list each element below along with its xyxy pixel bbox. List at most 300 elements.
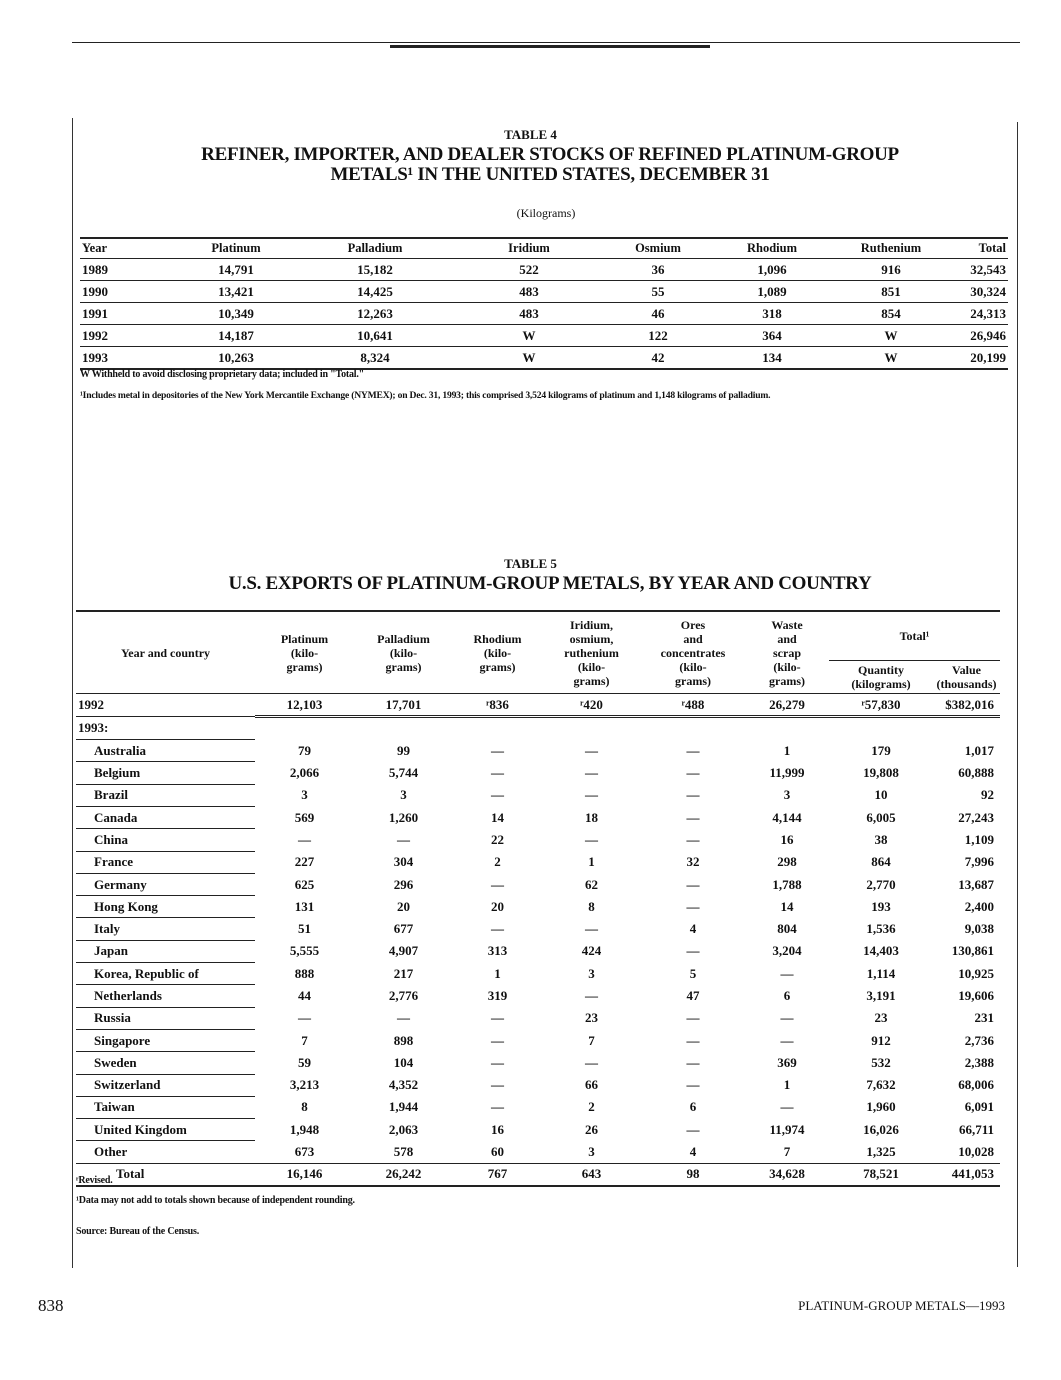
table-row — [76, 1074, 1000, 1096]
table-cell: 13,687 — [958, 876, 994, 892]
table-cell: 14 — [491, 809, 504, 825]
table5-col-quantity — [829, 661, 933, 694]
table-cell: 5,555 — [289, 943, 320, 959]
table-cell: 3 — [588, 1143, 595, 1159]
table-cell: 26,946 — [948, 325, 1008, 347]
table-cell: 8,324 — [298, 347, 452, 370]
table-cell: — — [686, 943, 700, 959]
table5-source: Source: Bureau of the Census. — [76, 1226, 200, 1237]
table-cell: 2,736 — [964, 1032, 994, 1048]
table-cell: 2,063 — [388, 1121, 419, 1137]
hdr-line: (kilo- — [773, 659, 801, 674]
table-cell: 130,861 — [951, 943, 994, 959]
table-cell: — — [491, 787, 504, 803]
row-label: Italy — [76, 918, 255, 940]
table-cell: 1991 — [80, 303, 174, 325]
table-cell: — — [585, 1054, 598, 1070]
table5-col-value — [933, 661, 1000, 694]
table-cell: 51 — [298, 921, 311, 937]
table-cell: — — [491, 765, 504, 781]
table-cell: 2,388 — [964, 1054, 994, 1070]
hdr-line: Rhodium — [473, 631, 522, 646]
table-cell: 231 — [974, 1010, 994, 1026]
year-1993-row — [76, 717, 1000, 740]
table5-col-palladium — [354, 611, 453, 694]
table-cell: — — [686, 1010, 700, 1026]
table-cell: 59 — [298, 1054, 311, 1070]
table-cell: — — [686, 1032, 700, 1048]
table5-footnote-1: ¹Data may not add to totals shown because of independent rounding. — [76, 1195, 355, 1206]
table5-col-ores — [641, 611, 745, 694]
hdr-line: and — [683, 631, 703, 646]
table-cell: 1 — [588, 854, 595, 870]
hdr-line: osmium, — [569, 631, 614, 646]
table-cell: 888 — [294, 965, 315, 981]
table-cell: 3,191 — [866, 988, 896, 1003]
table-cell: 2,066 — [289, 765, 320, 781]
table-row — [76, 806, 1000, 828]
hdr-line: grams) — [286, 659, 323, 674]
row-label: Russia — [76, 1007, 255, 1029]
table-cell: 26,279 — [745, 694, 829, 717]
table-cell: — — [397, 831, 410, 847]
table-cell: 20 — [491, 898, 504, 914]
table-cell: — — [491, 876, 504, 892]
page-number: 838 — [38, 1296, 64, 1315]
table-cell: 625 — [294, 876, 315, 892]
table-cell: 7 — [783, 1143, 791, 1159]
table-cell: 8 — [301, 1099, 308, 1115]
table-cell: — — [686, 876, 700, 892]
table-cell: 1,096 — [710, 259, 834, 281]
table-cell: — — [686, 809, 700, 825]
table-cell: 60,888 — [958, 765, 994, 781]
table-cell: 18 — [585, 809, 598, 825]
table-cell: — — [585, 921, 598, 937]
table-cell: 23 — [585, 1010, 598, 1026]
table-cell: 5 — [689, 965, 697, 981]
table-cell: 851 — [834, 281, 948, 303]
table-cell: 1989 — [80, 259, 174, 281]
table-cell: 62 — [585, 876, 598, 892]
table-cell: — — [491, 1054, 504, 1070]
row-label: Japan — [76, 940, 255, 962]
hdr-line: (kilo- — [389, 645, 418, 660]
table-cell: 916 — [834, 259, 948, 281]
table-cell: 16,026 — [863, 1121, 899, 1137]
table-row — [76, 1119, 1000, 1141]
table-cell: 1,114 — [866, 965, 896, 981]
table5-col-year-country: Year and country — [76, 611, 255, 694]
table-cell: 19,808 — [863, 765, 899, 781]
table-cell: 14,425 — [298, 281, 452, 303]
row-label: China — [76, 829, 255, 851]
table-cell: — — [585, 988, 598, 1003]
table-cell: — — [585, 765, 598, 781]
table-cell: — — [780, 1032, 794, 1048]
empty-cell — [829, 717, 933, 740]
table-cell: — — [298, 831, 311, 847]
table-cell: 1,017 — [964, 742, 994, 758]
table-cell: — — [686, 742, 700, 758]
table-cell: 3,213 — [289, 1077, 320, 1093]
table-cell: 1990 — [80, 281, 174, 303]
table-cell: — — [780, 1010, 794, 1026]
table-row — [76, 940, 1000, 962]
table-cell: 5,744 — [388, 765, 419, 781]
table-cell: 1,260 — [388, 809, 419, 825]
table-cell: 3 — [588, 965, 595, 981]
table5-col-iridium-osmium-ruthenium — [542, 611, 641, 694]
row-label: Brazil — [76, 784, 255, 806]
table4-unit: (Kilograms) — [516, 206, 576, 220]
table-row — [76, 918, 1000, 940]
table-cell: 13,421 — [174, 281, 298, 303]
table-cell: 66 — [585, 1077, 598, 1093]
table5-title: U.S. EXPORTS OF PLATINUM-GROUP METALS, BY YEAR AND COUNTRY — [228, 573, 872, 594]
table-cell: 10,263 — [174, 347, 298, 370]
table-row — [76, 985, 1000, 1007]
table-cell: 424 — [581, 943, 602, 959]
table4-col-rhodium: Rhodium — [710, 238, 834, 259]
hdr-line: and — [777, 631, 797, 646]
table-cell: 11,974 — [769, 1121, 805, 1137]
table-cell: 6 — [783, 988, 791, 1003]
table-cell: 23 — [874, 1010, 888, 1026]
table-cell: 32 — [686, 854, 700, 870]
table-cell: 34,628 — [745, 1163, 829, 1186]
table-cell: — — [491, 1077, 504, 1093]
table-cell: — — [585, 787, 598, 803]
empty-cell — [255, 717, 354, 740]
hdr-line: Waste — [771, 617, 803, 632]
table-cell: 104 — [393, 1054, 414, 1070]
table-cell: 1 — [494, 965, 501, 981]
table4-footnote-1: ¹Includes metal in depositories of the New York Mercantile Exchange (NYMEX); on Dec. 31, 1993; this comprised 3,524 kilograms of platinum and 1,148 kilograms of palladium. — [80, 390, 771, 401]
table-cell: 8 — [588, 898, 595, 914]
table-cell: 3,204 — [772, 943, 802, 959]
table-cell: 7,632 — [866, 1077, 896, 1093]
table-cell: 16 — [780, 831, 794, 847]
table-cell: 4,352 — [388, 1077, 419, 1093]
table-cell: ʳ488 — [641, 694, 745, 717]
table-cell: 643 — [542, 1163, 641, 1186]
table-cell: 22 — [491, 831, 504, 847]
table-cell: 1,788 — [772, 876, 802, 892]
table-row — [76, 740, 1000, 762]
table4-col-year: Year — [80, 238, 174, 259]
table-cell: 2 — [588, 1099, 595, 1115]
table-cell: 12,263 — [298, 303, 452, 325]
table-cell: — — [686, 898, 700, 914]
table-cell: 864 — [871, 854, 891, 870]
running-title: PLATINUM-GROUP METALS—1993 — [798, 1298, 1005, 1313]
table-cell: 483 — [452, 303, 606, 325]
table4-col-iridium: Iridium — [452, 238, 606, 259]
table-cell: — — [686, 787, 700, 803]
row-label: Australia — [76, 740, 255, 762]
row-label: Taiwan — [76, 1096, 255, 1118]
table4-col-platinum: Platinum — [174, 238, 298, 259]
table4-footnote-w: W Withheld to avoid disclosing proprietary data; included in "Total." — [80, 369, 365, 380]
table-cell: 2,776 — [388, 988, 419, 1003]
table-cell: W — [834, 347, 948, 370]
table-cell: 1,944 — [388, 1099, 419, 1115]
table-cell: 20,199 — [948, 347, 1008, 370]
table-cell: 898 — [393, 1032, 414, 1048]
table-cell: 10,641 — [298, 325, 452, 347]
table-cell: 14,791 — [174, 259, 298, 281]
table-row — [76, 1141, 1000, 1163]
hdr-line: scrap — [773, 645, 801, 660]
table-cell: 10,349 — [174, 303, 298, 325]
hdr-line: grams) — [573, 673, 610, 688]
row-label: Singapore — [76, 1029, 255, 1051]
table-cell: 179 — [871, 742, 891, 758]
row-label: Sweden — [76, 1052, 255, 1074]
empty-cell — [354, 717, 453, 740]
table-cell: 131 — [294, 898, 315, 914]
empty-cell — [745, 717, 829, 740]
table-cell: 14,403 — [863, 943, 899, 959]
table-cell: 804 — [777, 921, 797, 937]
table-cell: 2,770 — [866, 876, 896, 892]
table-cell: 6,091 — [964, 1099, 994, 1115]
table-cell: 1,109 — [964, 831, 994, 847]
table-cell: 369 — [777, 1054, 797, 1070]
table-cell: 30,324 — [948, 281, 1008, 303]
table4-title-line1: REFINER, IMPORTER, AND DEALER STOCKS OF REFINED PLATINUM-GROUP — [201, 144, 899, 165]
row-label: 1993: — [76, 717, 255, 740]
table-cell: 19,606 — [958, 988, 994, 1003]
table-row — [76, 963, 1000, 985]
table5-footnote-revised: ʳRevised. — [76, 1175, 113, 1186]
table-cell: — — [780, 1099, 794, 1115]
hdr-line: (kilo- — [679, 659, 707, 674]
table-cell: W — [452, 325, 606, 347]
table-cell: 319 — [487, 988, 508, 1003]
row-label: United Kingdom — [76, 1119, 255, 1141]
table-cell: 483 — [452, 281, 606, 303]
table-cell: 1,089 — [710, 281, 834, 303]
left-margin-line — [72, 118, 73, 1268]
table-cell: — — [491, 1032, 504, 1048]
row-label: Belgium — [76, 762, 255, 784]
hdr-line: grams) — [675, 673, 711, 688]
table-cell: 99 — [397, 742, 410, 758]
table-cell: 441,053 — [933, 1163, 1000, 1186]
table-cell: 11,999 — [769, 765, 805, 781]
table-cell: 3 — [301, 787, 308, 803]
table-cell: 7 — [301, 1032, 308, 1048]
table-cell: 17,701 — [354, 694, 453, 717]
table-row — [76, 762, 1000, 784]
table-cell: 4 — [689, 1143, 697, 1159]
table4-header-row — [80, 238, 1008, 259]
hdr-line: Platinum — [280, 631, 329, 646]
table-cell: 767 — [453, 1163, 542, 1186]
table-cell: — — [491, 1099, 504, 1115]
table-cell: 2 — [494, 854, 501, 870]
table-cell: 7,996 — [964, 854, 994, 870]
table-row — [80, 281, 1008, 303]
table-row — [80, 303, 1008, 325]
table-cell: 55 — [606, 281, 710, 303]
table-cell: 26,242 — [354, 1163, 453, 1186]
table-cell: 298 — [777, 854, 797, 870]
hdr-line: Value — [952, 663, 981, 677]
table-cell: 16,146 — [255, 1163, 354, 1186]
table-cell: — — [686, 765, 700, 781]
table-cell: 14 — [780, 898, 794, 914]
table4-label: TABLE 4 — [504, 127, 557, 142]
table-cell: 24,313 — [948, 303, 1008, 325]
table-cell: 15,182 — [298, 259, 452, 281]
table-row — [76, 873, 1000, 895]
table-cell: 296 — [393, 876, 414, 892]
hdr-line: grams) — [479, 659, 516, 674]
table5 — [76, 610, 1000, 1187]
table-cell: ʳ420 — [542, 694, 641, 717]
table-cell: — — [298, 1010, 311, 1026]
table-cell: — — [585, 831, 598, 847]
table-cell: W — [452, 347, 606, 370]
row-label: Korea, Republic of — [76, 963, 255, 985]
table-row — [80, 347, 1008, 370]
table-row — [76, 1007, 1000, 1029]
table-cell: 16 — [491, 1121, 504, 1137]
table-row — [76, 1096, 1000, 1118]
table-cell: 12,103 — [255, 694, 354, 717]
row-label: 1992 — [76, 694, 255, 717]
table-cell: 79 — [298, 742, 311, 758]
top-rule-thick — [390, 45, 710, 48]
table-cell: 1,948 — [289, 1121, 320, 1137]
table-cell: 6,005 — [866, 809, 896, 825]
table-cell: — — [686, 831, 700, 847]
table-cell: 3 — [400, 787, 407, 803]
table-cell: 854 — [834, 303, 948, 325]
table-cell: 304 — [393, 854, 414, 870]
hdr-line: Ores — [680, 617, 706, 632]
table-cell: 26 — [585, 1121, 598, 1137]
table4 — [80, 237, 1008, 370]
table-cell: 1,960 — [866, 1099, 896, 1115]
table-cell: 46 — [606, 303, 710, 325]
table-row — [76, 851, 1000, 873]
table-cell: — — [686, 1077, 700, 1093]
row-label: France — [76, 851, 255, 873]
table-cell: 66,711 — [958, 1121, 994, 1137]
table-cell: 578 — [393, 1143, 414, 1159]
table4-col-osmium: Osmium — [606, 238, 710, 259]
table-cell: 20 — [397, 898, 410, 914]
table5-col-waste — [745, 611, 829, 694]
table-cell: 14,187 — [174, 325, 298, 347]
empty-cell — [453, 717, 542, 740]
hdr-line: concentrates — [660, 645, 726, 660]
table-cell: ʳ836 — [453, 694, 542, 717]
hdr-line: Iridium, — [569, 617, 613, 632]
table-cell: 569 — [294, 809, 315, 825]
table-cell: — — [491, 1010, 504, 1026]
table5-col-rhodium — [453, 611, 542, 694]
table4-col-total: Total — [948, 238, 1008, 259]
table4-col-ruthenium: Ruthenium — [834, 238, 948, 259]
table-cell: — — [780, 965, 794, 981]
table-cell: 6 — [689, 1099, 697, 1115]
empty-cell — [641, 717, 745, 740]
top-rule — [72, 42, 1020, 43]
row-label: Germany — [76, 873, 255, 895]
hdr-line: (kilograms) — [851, 677, 911, 691]
table-cell: 912 — [871, 1032, 891, 1048]
table-cell: 60 — [491, 1143, 504, 1159]
table-row — [76, 829, 1000, 851]
hdr-line: Quantity — [857, 663, 904, 677]
table-cell: 10,028 — [958, 1143, 994, 1159]
table-cell: $382,016 — [933, 694, 1000, 717]
table-cell: 1,325 — [866, 1143, 896, 1159]
table4-col-palladium: Palladium — [298, 238, 452, 259]
table-cell: — — [686, 1054, 700, 1070]
table-cell: 4,907 — [388, 943, 419, 959]
table-cell: 677 — [393, 921, 414, 937]
table-cell: 313 — [487, 943, 508, 959]
table-cell: 134 — [710, 347, 834, 370]
empty-cell — [542, 717, 641, 740]
table-cell: — — [491, 921, 504, 937]
table-cell: 9,038 — [964, 921, 994, 937]
table-cell: 318 — [710, 303, 834, 325]
table-cell: 2,400 — [964, 898, 994, 914]
table-row — [76, 1029, 1000, 1051]
table-cell: 42 — [606, 347, 710, 370]
table-cell: 44 — [298, 988, 311, 1003]
table-cell: 122 — [606, 325, 710, 347]
table-cell: 522 — [452, 259, 606, 281]
table-cell: 7 — [588, 1032, 595, 1048]
table-cell: 4 — [689, 921, 697, 937]
table-cell: 1 — [783, 1077, 791, 1093]
table-row — [76, 1163, 1000, 1186]
table-cell: 364 — [710, 325, 834, 347]
table-cell: 227 — [294, 854, 315, 870]
table-row — [76, 694, 1000, 717]
table-cell: — — [686, 1121, 700, 1137]
table-cell: 36 — [606, 259, 710, 281]
table-cell: — — [491, 742, 504, 758]
table5-label: TABLE 5 — [504, 556, 557, 571]
hdr-line: ruthenium — [564, 645, 619, 660]
row-label: Switzerland — [76, 1074, 255, 1096]
table-cell: 38 — [874, 831, 888, 847]
table-cell: 78,521 — [829, 1163, 933, 1186]
table-cell: 673 — [294, 1143, 315, 1159]
hdr-line: (kilo- — [290, 645, 319, 660]
table-cell: 1 — [783, 742, 791, 758]
hdr-line: grams) — [385, 659, 422, 674]
table-cell: 27,243 — [958, 809, 994, 825]
table-row — [76, 896, 1000, 918]
row-label: Netherlands — [76, 985, 255, 1007]
table-cell: 3 — [783, 787, 791, 803]
hdr-line: (kilo- — [577, 659, 606, 674]
table4-title-line2: METALS¹ IN THE UNITED STATES, DECEMBER 31 — [330, 164, 770, 185]
table5-col-platinum — [255, 611, 354, 694]
hdr-line: (kilo- — [483, 645, 512, 660]
table5-header-row — [76, 611, 1000, 661]
